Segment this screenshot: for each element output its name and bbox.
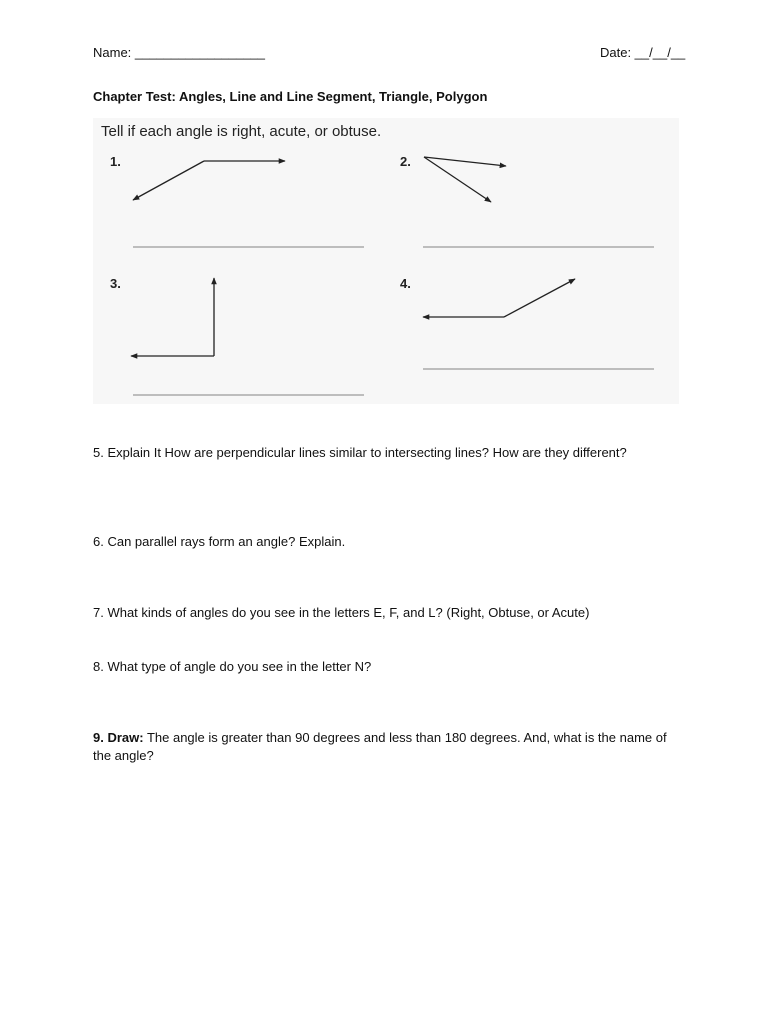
right-angle-icon	[131, 278, 214, 356]
question-5: 5. Explain It How are perpendicular lines similar to intersecting lines? How are they different?	[93, 445, 627, 460]
page-title: Chapter Test: Angles, Line and Line Segment, Triangle, Polygon	[93, 89, 488, 104]
question-6: 6. Can parallel rays form an angle? Explain.	[93, 534, 346, 549]
name-field-label: Name: __________________	[93, 45, 266, 60]
angle-2-number: 2.	[400, 154, 411, 169]
acute-angle-icon	[424, 157, 506, 202]
question-9-label: 9. Draw:	[93, 730, 144, 745]
figure-instruction: Tell if each angle is right, acute, or obtuse.	[101, 123, 382, 140]
angle-worksheet-figure	[93, 118, 679, 404]
angle-4-number: 4.	[400, 276, 411, 291]
date-field-label: Date: __/__/__	[600, 45, 686, 60]
question-9	[93, 729, 668, 765]
angle-1-number: 1.	[110, 154, 121, 169]
obtuse-angle-icon	[133, 161, 285, 200]
question-7: 7. What kinds of angles do you see in the letters E, F, and L? (Right, Obtuse, or Acute)	[93, 605, 590, 620]
angle-3-number: 3.	[110, 276, 121, 291]
question-9-text: The angle is greater than 90 degrees and less than 180 degrees. And, what is the name of the angle?	[93, 730, 667, 763]
obtuse-angle-icon	[423, 279, 575, 317]
question-8: 8. What type of angle do you see in the letter N?	[93, 659, 372, 674]
